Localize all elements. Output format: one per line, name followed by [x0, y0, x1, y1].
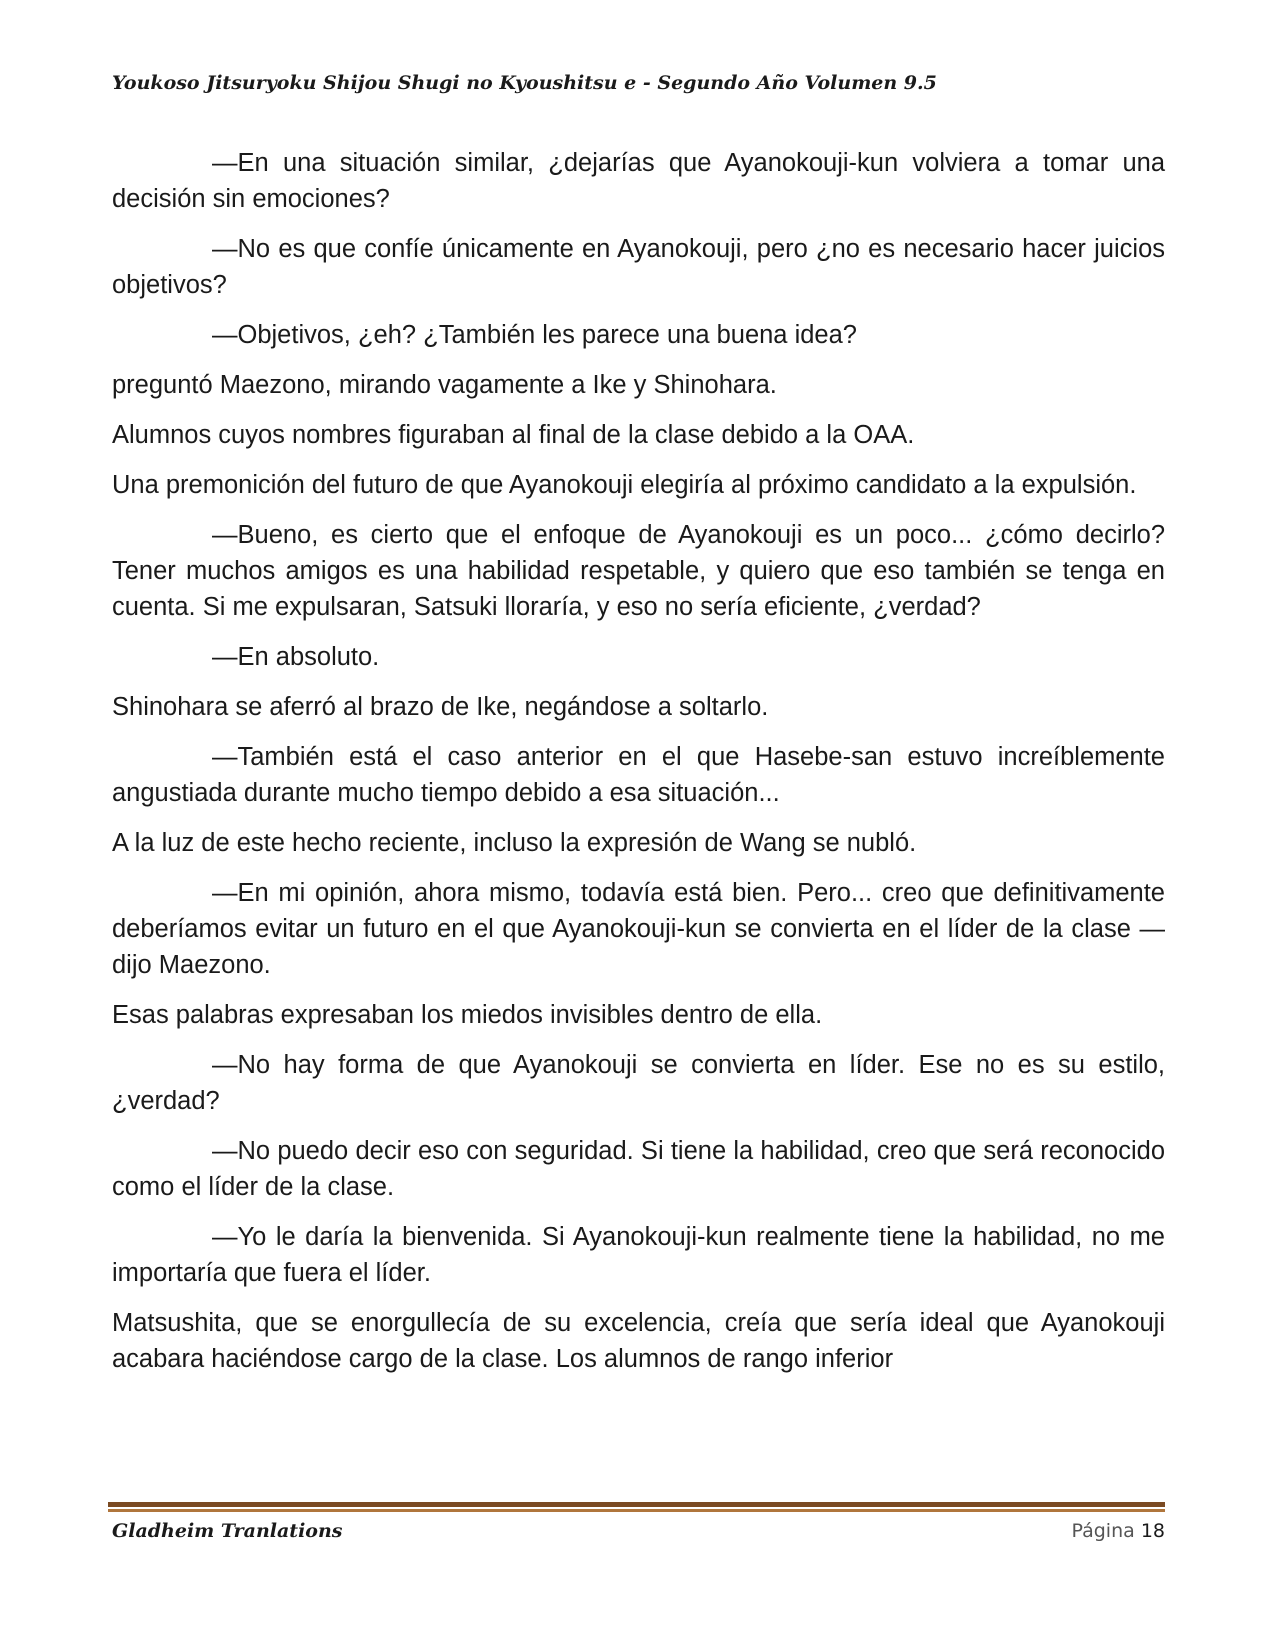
paragraph: A la luz de este hecho reciente, incluso la expresión de Wang se nubló. — [112, 829, 917, 857]
footer-divider-dark — [108, 1502, 1165, 1507]
page-number: 18 — [1140, 1520, 1165, 1542]
paragraph: —No hay forma de que Ayanokouji se convierta en líder. Ese no es su estilo, ¿verdad? — [112, 1051, 1165, 1115]
body-text — [112, 145, 1165, 1377]
paragraph: —No puedo decir eso con seguridad. Si tiene la habilidad, creo que será reconocido como el líder de la clase. — [112, 1137, 1165, 1201]
paragraph: Alumnos cuyos nombres figuraban al final de la clase debido a la OAA. — [112, 421, 915, 449]
footer-divider — [108, 1502, 1165, 1514]
paragraph: Esas palabras expresaban los miedos invisibles dentro de ella. — [112, 1001, 823, 1029]
paragraph: Shinohara se aferró al brazo de Ike, negándose a soltarlo. — [112, 693, 769, 721]
footer-divider-light — [108, 1509, 1165, 1512]
paragraph: Una premonición del futuro de que Ayanokouji elegiría al próximo candidato a la expulsión. — [112, 471, 1137, 499]
paragraph: —No es que confíe únicamente en Ayanokouji, pero ¿no es necesario hacer juicios objetivos? — [112, 235, 1165, 299]
page-number-label — [1071, 1520, 1165, 1542]
paragraph: —En absoluto. — [212, 643, 380, 671]
paragraph: —En una situación similar, ¿dejarías que Ayanokouji-kun volviera a tomar una decisión sin emociones? — [112, 149, 1165, 213]
paragraph: preguntó Maezono, mirando vagamente a Ike y Shinohara. — [112, 371, 777, 399]
paragraph: —En mi opinión, ahora mismo, todavía está bien. Pero... creo que definitivamente deberíamos evitar un futuro en el que Ayanokouji-kun se convierta en el líder de la clase —dijo Maezono. — [112, 879, 1165, 979]
paragraph: Matsushita, que se enorgullecía de su excelencia, creía que sería ideal que Ayanokouji acabara haciéndose cargo de la clase. Los alumnos de rango inferior — [112, 1309, 1165, 1373]
paragraph: —También está el caso anterior en el que Hasebe-san estuvo increíblemente angustiada durante mucho tiempo debido a esa situación... — [112, 743, 1165, 807]
page-label: Página — [1071, 1520, 1135, 1542]
footer-credit: Gladheim Tranlations — [112, 1520, 343, 1542]
running-header: Youkoso Jitsuryoku Shijou Shugi no Kyoushitsu e - Segundo Año Volumen 9.5 — [112, 72, 937, 94]
paragraph: —Bueno, es cierto que el enfoque de Ayanokouji es un poco... ¿cómo decirlo? Tener muchos amigos es una habilidad respetable, y quiero que eso también se tenga en cuenta. Si me expulsaran, Satsuki lloraría, y eso no sería eficiente, ¿verdad? — [112, 521, 1165, 621]
paragraph: —Yo le daría la bienvenida. Si Ayanokouji-kun realmente tiene la habilidad, no me importaría que fuera el líder. — [112, 1223, 1165, 1287]
paragraph: —Objetivos, ¿eh? ¿También les parece una buena idea? — [212, 321, 857, 349]
